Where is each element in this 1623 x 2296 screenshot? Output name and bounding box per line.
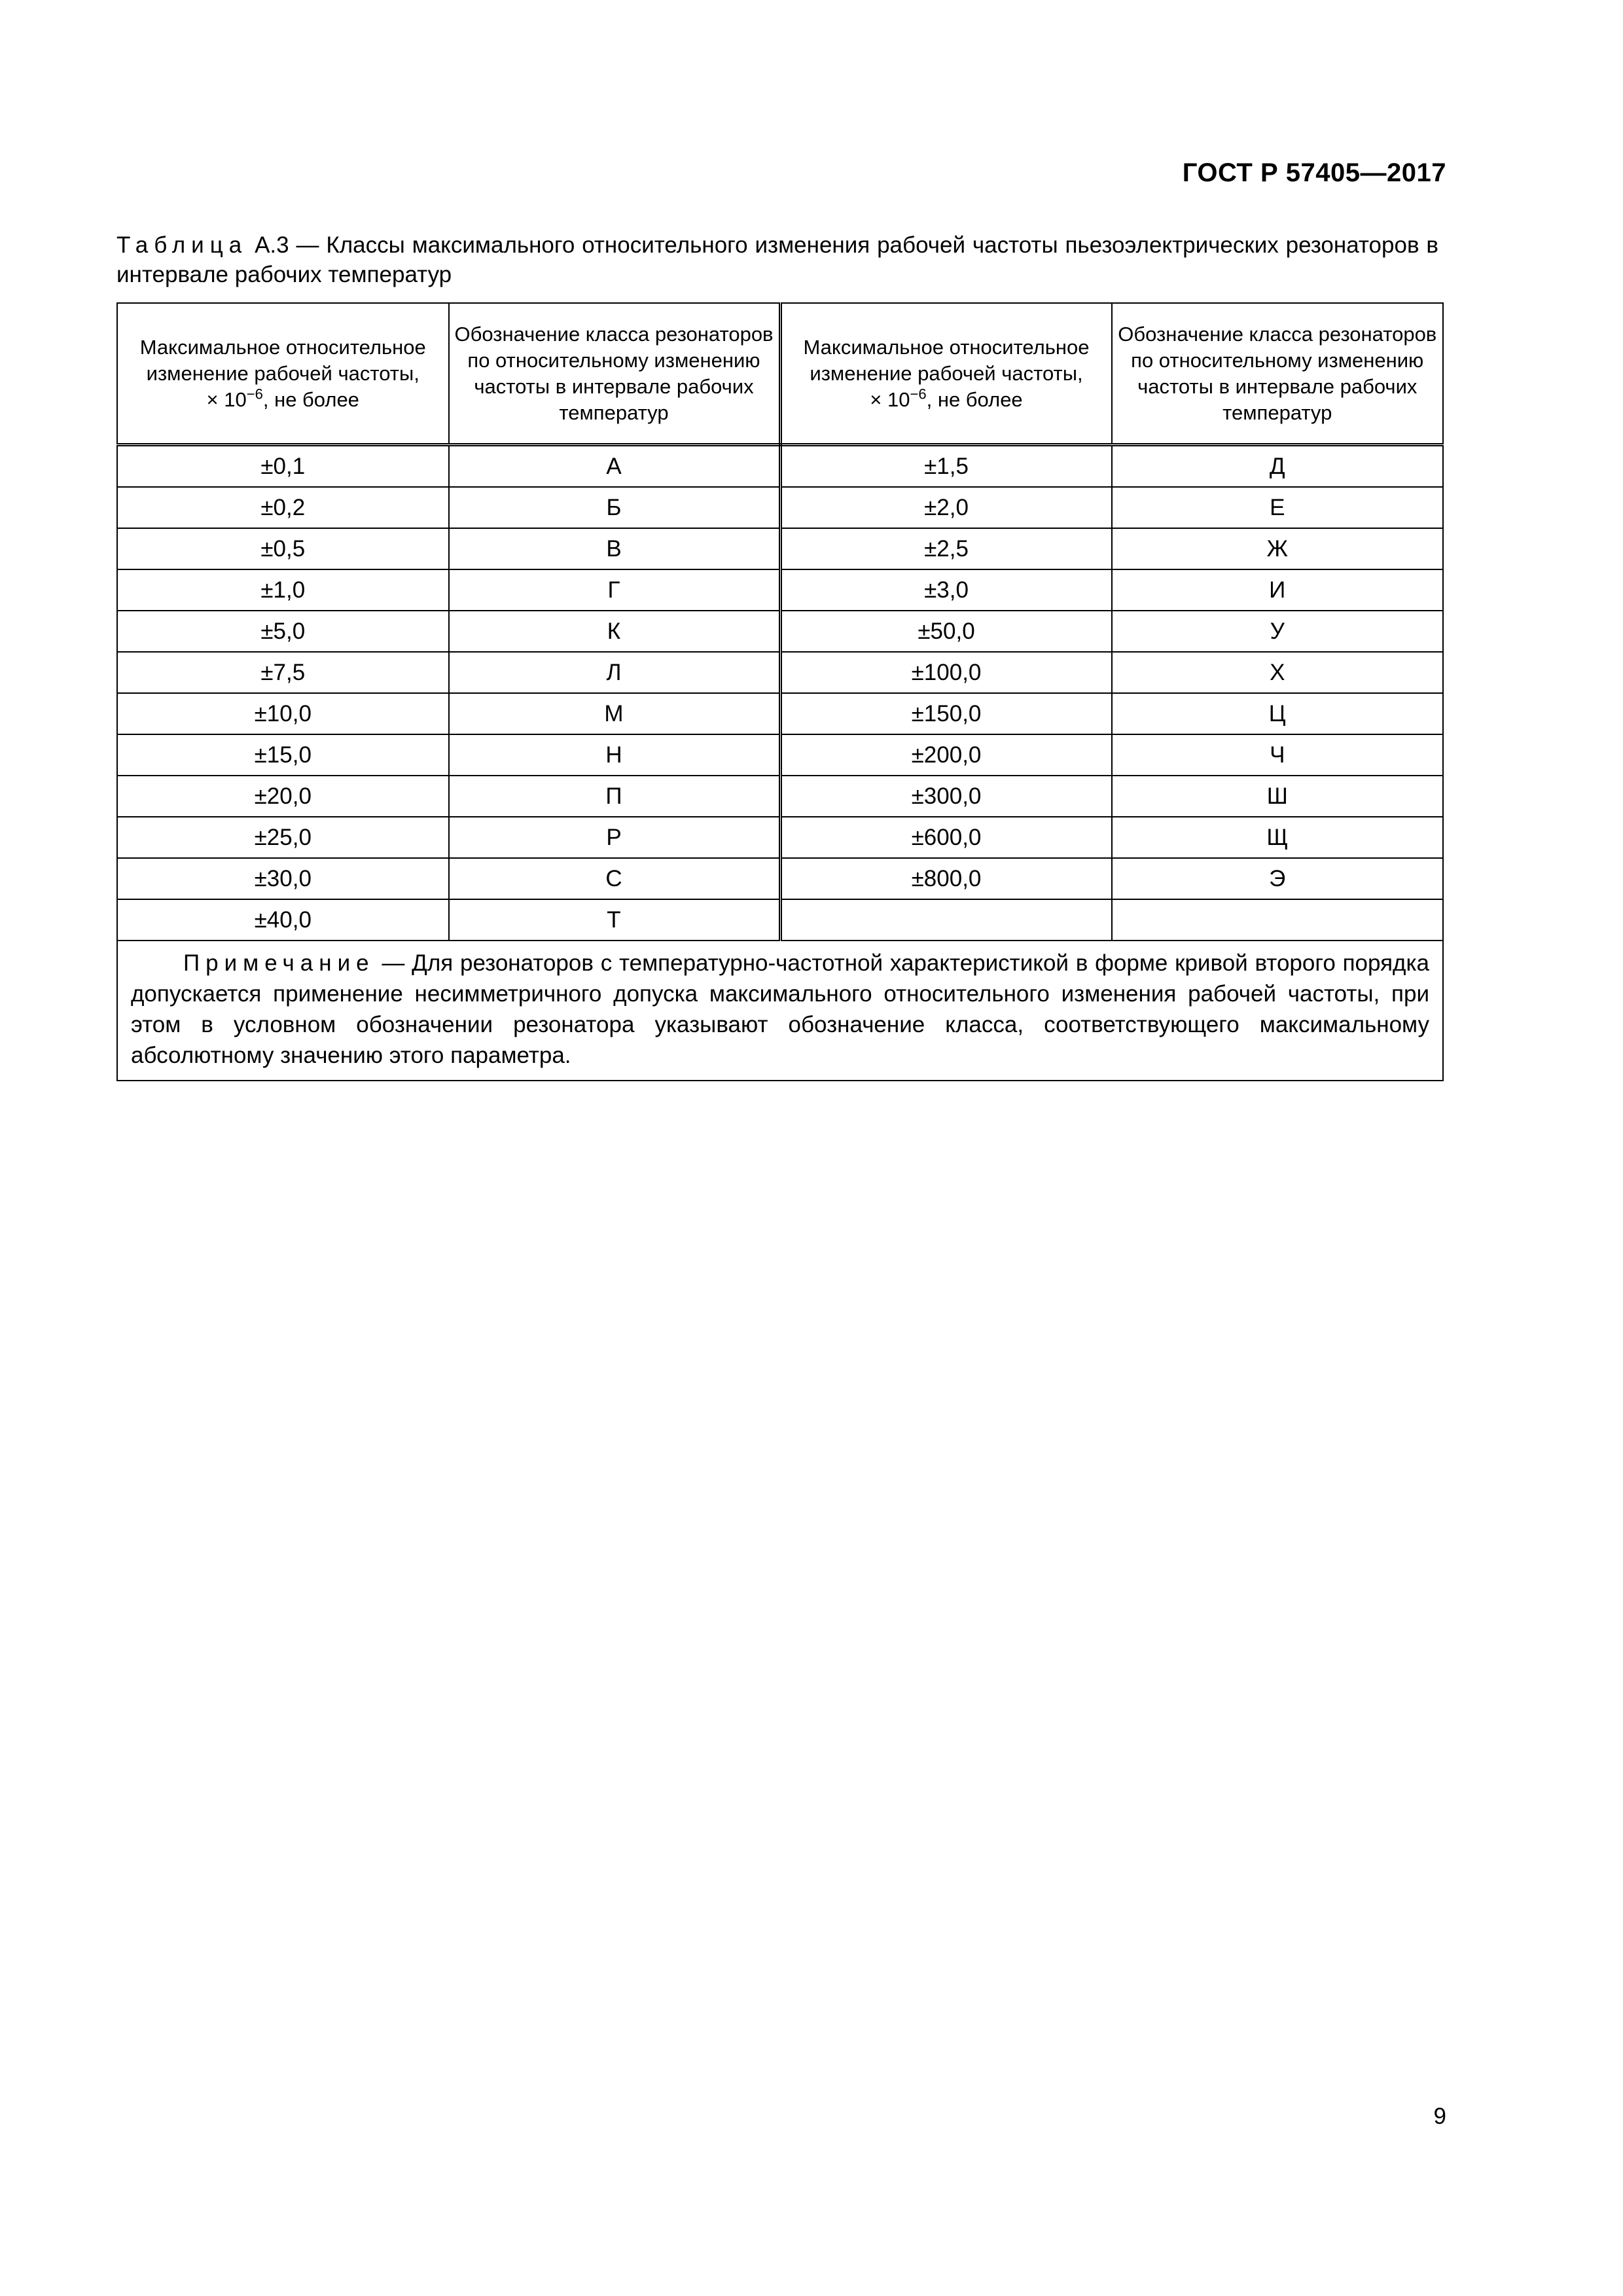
value-cell: ±1,0 xyxy=(117,569,449,611)
table-caption-text: А.3 — Классы максимального относительного изменения рабочей частоты пьезоэлектрических резонаторов в интервале рабочих температур xyxy=(116,232,1438,287)
class-cell: Р xyxy=(449,817,781,858)
class-cell: С xyxy=(449,858,781,899)
class-cell: Ш xyxy=(1112,776,1444,817)
class-cell: Ч xyxy=(1112,734,1444,776)
value-cell: ±40,0 xyxy=(117,899,449,941)
header-max-change-2: Максимальное относительное изменение рабочей частоты, × $10^{-6}$, не более xyxy=(780,303,1112,445)
table-caption xyxy=(116,230,1438,289)
class-cell: П xyxy=(449,776,781,817)
value-cell: ±2,5 xyxy=(780,528,1112,569)
value-cell: ±150,0 xyxy=(780,693,1112,734)
value-cell: ±10,0 xyxy=(117,693,449,734)
class-cell: Э xyxy=(1112,858,1444,899)
value-cell xyxy=(780,899,1112,941)
table-row xyxy=(117,817,1443,858)
value-cell: ±50,0 xyxy=(780,611,1112,652)
table-caption-label: Таблица xyxy=(116,232,248,258)
table-row xyxy=(117,693,1443,734)
value-cell: ±30,0 xyxy=(117,858,449,899)
page-number: 9 xyxy=(1433,2104,1446,2129)
value-cell: ±3,0 xyxy=(780,569,1112,611)
header-class-1: Обозначение класса резонаторов по относительному изменению частоты в интервале рабочих температур xyxy=(449,303,781,445)
value-cell: ±100,0 xyxy=(780,652,1112,693)
class-cell: Ц xyxy=(1112,693,1444,734)
class-cell: Ж xyxy=(1112,528,1444,569)
class-cell: Щ xyxy=(1112,817,1444,858)
class-cell: К xyxy=(449,611,781,652)
value-cell: ±0,1 xyxy=(117,445,449,488)
value-cell: ±300,0 xyxy=(780,776,1112,817)
class-cell: В xyxy=(449,528,781,569)
header-max-change-1: Максимальное относительное изменение рабочей частоты, × $10^{-6}$, не более xyxy=(117,303,449,445)
class-cell: Х xyxy=(1112,652,1444,693)
value-cell: ±200,0 xyxy=(780,734,1112,776)
value-cell: ±1,5 xyxy=(780,445,1112,488)
value-cell: ±2,0 xyxy=(780,487,1112,528)
class-cell: Н xyxy=(449,734,781,776)
note-text: — Для резонаторов с температурно-частотной характеристикой в форме кривой второго порядка допускается применение несимметричного допуска максимального относительного изменения рабочей частоты, при этом в условном обозначении резонатора указывают обозначение класса, соответствующего максимальному абсолютному значению этого параметра. xyxy=(131,950,1429,1068)
header-class-2: Обозначение класса резонаторов по относительному изменению частоты в интервале рабочих температур xyxy=(1112,303,1444,445)
table-row xyxy=(117,528,1443,569)
table-row xyxy=(117,569,1443,611)
class-cell: М xyxy=(449,693,781,734)
table-note-row xyxy=(117,941,1443,1081)
value-cell: ±20,0 xyxy=(117,776,449,817)
class-cell: И xyxy=(1112,569,1444,611)
value-cell: ±800,0 xyxy=(780,858,1112,899)
value-cell: ±600,0 xyxy=(780,817,1112,858)
value-cell: ±5,0 xyxy=(117,611,449,652)
table-row xyxy=(117,734,1443,776)
class-cell: Т xyxy=(449,899,781,941)
value-cell: ±0,5 xyxy=(117,528,449,569)
note-label: Примечание xyxy=(183,950,375,976)
table-row xyxy=(117,445,1443,488)
value-cell: ±15,0 xyxy=(117,734,449,776)
value-cell: ±7,5 xyxy=(117,652,449,693)
table-row xyxy=(117,899,1443,941)
value-cell: ±25,0 xyxy=(117,817,449,858)
document-standard-number: ГОСТ Р 57405—2017 xyxy=(1182,158,1446,187)
class-cell: Д xyxy=(1112,445,1444,488)
table-row xyxy=(117,858,1443,899)
table-row xyxy=(117,776,1443,817)
resonator-class-table xyxy=(116,302,1444,1081)
class-cell: У xyxy=(1112,611,1444,652)
table-row xyxy=(117,487,1443,528)
class-cell: А xyxy=(449,445,781,488)
class-cell: Е xyxy=(1112,487,1444,528)
table-row xyxy=(117,611,1443,652)
class-cell: Б xyxy=(449,487,781,528)
table-row xyxy=(117,652,1443,693)
table-note xyxy=(117,941,1443,1081)
value-cell: ±0,2 xyxy=(117,487,449,528)
table-header-row xyxy=(117,303,1443,445)
class-cell xyxy=(1112,899,1444,941)
class-cell: Г xyxy=(449,569,781,611)
class-cell: Л xyxy=(449,652,781,693)
